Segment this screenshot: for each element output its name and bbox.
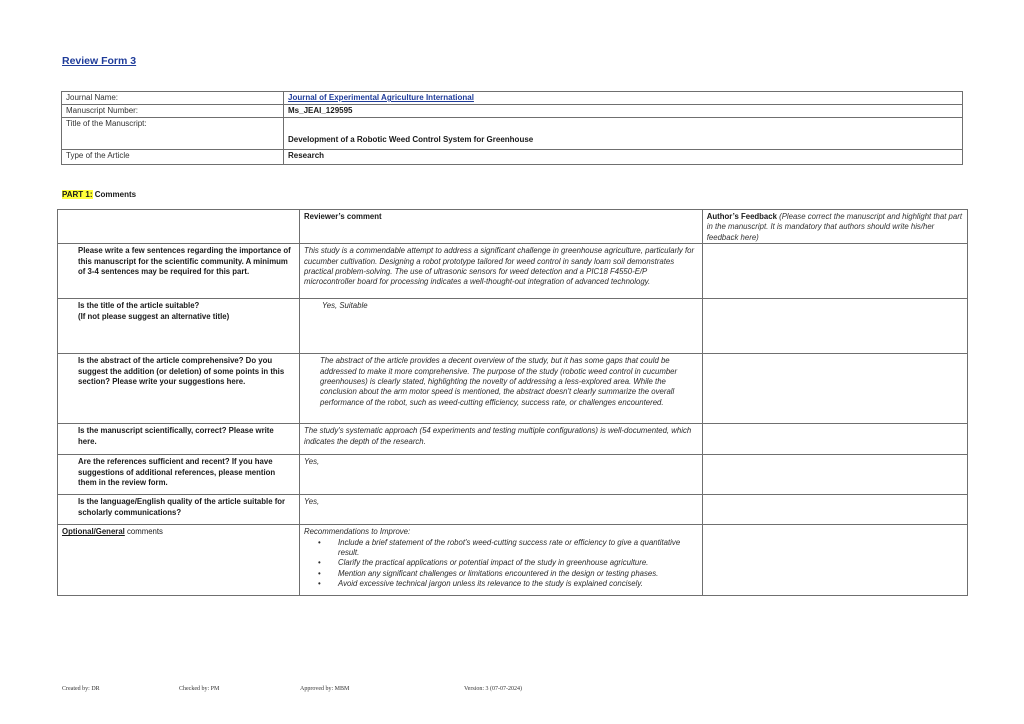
author-feedback-title: Author’s Feedback <box>706 212 777 221</box>
question-references: Are the references sufficient and recent? If you have suggestions of additional references, please mention them in the review form. <box>58 455 300 495</box>
question-title-line2: (If not please suggest an alternative title) <box>78 311 230 321</box>
table-row <box>58 299 968 354</box>
article-type-label: Type of the Article <box>62 150 284 165</box>
author-feedback-importance[interactable] <box>702 244 967 299</box>
table-row <box>58 495 968 525</box>
list-item: • Include a brief statement of the robot's weed-cutting success rate or efficiency to give a quantitative result. <box>338 538 698 559</box>
article-type-value: Research <box>284 150 963 165</box>
question-title <box>58 299 300 354</box>
question-abstract: Is the abstract of the article comprehensive? Do you suggest the addition (or deletion) of some points in this section? Please write your suggestions here. <box>58 354 300 424</box>
manuscript-title-label: Title of the Manuscript: <box>62 118 284 150</box>
manuscript-info-table <box>61 91 963 165</box>
table-row <box>58 244 968 299</box>
footer-version: Version: 3 (07-07-2024) <box>464 686 522 692</box>
comments-header-row <box>58 210 968 244</box>
author-feedback-scientific[interactable] <box>702 424 967 455</box>
table-row <box>58 424 968 455</box>
optional-general-rest: comments <box>124 527 163 537</box>
info-row-journal <box>62 92 963 105</box>
form-title: Review Form 3 <box>62 55 137 67</box>
manuscript-number-label: Manuscript Number: <box>62 105 284 118</box>
question-importance: Please write a few sentences regarding the importance of this manuscript for the scientific community. A minimum of 3-4 sentences may be required for this part. <box>58 244 300 299</box>
manuscript-number-value: Ms_JEAI_129595 <box>284 105 963 118</box>
reviewer-comment-header: Reviewer’s comment <box>300 210 703 244</box>
header-blank-cell <box>58 210 300 244</box>
reviewer-comment-title: Yes, Suitable <box>300 299 703 354</box>
table-row <box>58 455 968 495</box>
question-scientific: Is the manuscript scientifically, correct? Please write here. <box>58 424 300 455</box>
info-row-title <box>62 118 963 150</box>
reviewer-comment-importance: This study is a commendable attempt to address a significant challenge in greenhouse agriculture, particularly for cucumber cultivation. Designing a robot prototype tailored for weed control in sandy loam soil demonstrates practical problem-solving. The use of ultrasonic sensors for weed detection and a PIC18 F4550-E/P microcontroller board for processing indicates a well-thought-out integration of advanced technology. <box>300 244 703 299</box>
question-title-line1: Is the title of the article suitable? <box>78 301 200 311</box>
optional-general-label <box>58 525 300 596</box>
table-row <box>58 354 968 424</box>
footer-created-by: Created by: DR <box>62 686 100 692</box>
manuscript-title-value: Development of a Robotic Weed Control System for Greenhouse <box>284 118 963 150</box>
list-item: • Clarify the practical applications or potential impact of the study in greenhouse agriculture. <box>338 558 698 568</box>
author-feedback-references[interactable] <box>702 455 967 495</box>
reviewer-comment-scientific: The study's systematic approach (54 experiments and testing multiple configurations) is well-documented, which indicates the depth of the research. <box>300 424 703 455</box>
part1-highlight: PART 1: <box>62 190 93 199</box>
author-feedback-optional[interactable] <box>702 525 967 596</box>
comments-table <box>57 209 968 596</box>
info-row-article-type <box>62 150 963 165</box>
list-item: • Mention any significant challenges or limitations encountered in the design or testing phases. <box>338 569 698 579</box>
author-feedback-title-cell[interactable] <box>702 299 967 354</box>
question-language: Is the language/English quality of the article suitable for scholarly communications? <box>58 495 300 525</box>
footer-checked-by: Checked by: PM <box>179 686 220 692</box>
part1-label: Comments <box>92 190 137 199</box>
author-feedback-language[interactable] <box>702 495 967 525</box>
recommendations-intro: Recommendations to Improve: <box>304 527 411 537</box>
info-row-manuscript-number <box>62 105 963 118</box>
journal-name-label: Journal Name: <box>62 92 284 105</box>
reviewer-comment-language: Yes, <box>300 495 703 525</box>
author-feedback-abstract[interactable] <box>702 354 967 424</box>
reviewer-comment-references: Yes, <box>300 455 703 495</box>
reviewer-comment-optional <box>300 525 703 596</box>
author-feedback-instructions: (Please correct the manuscript and highlight that part in the manuscript. It is mandatory that authors should write his/her feedback here) <box>706 212 962 242</box>
footer-approved-by: Approved by: MBM <box>300 686 350 692</box>
recommendations-list <box>304 538 698 590</box>
list-item: • Avoid excessive technical jargon unless its relevance to the study is explained concisely. <box>338 579 698 589</box>
optional-general-bold: Optional/General <box>62 527 125 537</box>
reviewer-comment-abstract: The abstract of the article provides a decent overview of the study, but it has some gaps that could be addressed to make it more comprehensive. The purpose of the study (robotic weed control in cucumber greenhouses) is clearly stated, highlighting the novelty of addressing a less-explored area. While the conclusion about the arm motor speed is mentioned, the abstract doesn't clearly summarize the overall performance of the robot, such as weed-cutting efficiency, success rate, or challenges encountered. <box>300 354 703 424</box>
journal-name-link[interactable]: Journal of Experimental Agriculture International <box>288 93 474 102</box>
author-feedback-header <box>702 210 967 244</box>
table-row-optional <box>58 525 968 596</box>
part1-heading <box>62 190 136 199</box>
